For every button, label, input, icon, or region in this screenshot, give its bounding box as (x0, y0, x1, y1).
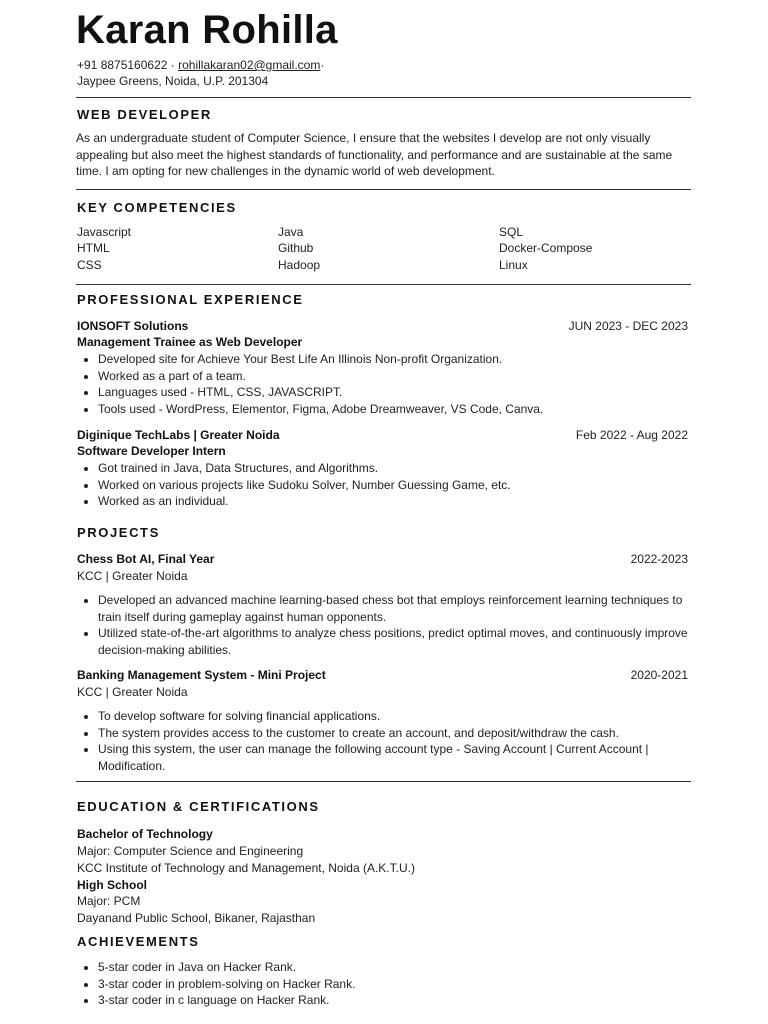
list-item: • Utilized state-of-the-art algorithms to analyze chess positions, predict optimal moves, and continuously improve decision-making abilities. (98, 625, 698, 658)
email-link[interactable]: rohillakaran02@gmail.com (178, 58, 321, 72)
section-heading-projects: PROJECTS (77, 525, 160, 540)
contact-line (77, 57, 324, 74)
divider (76, 781, 691, 782)
list-item: • Tools used - WordPress, Elementor, Figma, Adobe Dreamweaver, VS Code, Canva. (98, 401, 698, 418)
phone-number: +91 8875160622 (77, 58, 168, 72)
list-item: • Developed site for Achieve Your Best Life An Illinois Non-profit Organization. (98, 351, 698, 368)
list-item: • Languages used - HTML, CSS, JAVASCRIPT. (98, 384, 698, 401)
summary-text: As an undergraduate student of Computer Science, I ensure that the websites I develop are not only visually appealing but also meet the highest standards of functionality, and performance and are sustainable at the same time. I am opting for new challenges in the dynamic world of web development. (76, 131, 673, 178)
company-name: IONSOFT Solutions (77, 319, 189, 333)
skill-item: Hadoop (278, 258, 321, 272)
section-heading-experience: PROFESSIONAL EXPERIENCE (77, 292, 304, 307)
separator: · (320, 58, 325, 72)
degree-title: Bachelor of Technology (77, 827, 213, 841)
skill-item: Linux (499, 258, 528, 272)
skill-item: Github (278, 241, 314, 255)
project-title: Chess Bot AI, Final Year (77, 552, 215, 566)
job-role: Software Developer Intern (77, 444, 226, 458)
list-item: • 5-star coder in Java on Hacker Rank. (98, 959, 698, 976)
degree-major: Major: Computer Science and Engineering (77, 844, 304, 858)
list-item: • Worked as a part of a team. (98, 368, 698, 385)
project-dates: 2022-2023 (630, 552, 688, 566)
project-bullets (76, 708, 698, 774)
skill-item: Java (278, 225, 304, 239)
skill-item: SQL (499, 225, 524, 239)
list-item: • The system provides access to the customer to create an account, and deposit/withdraw the cash. (98, 725, 698, 742)
list-item: • Worked on various projects like Sudoku Solver, Number Guessing Game, etc. (98, 477, 698, 494)
list-item: • To develop software for solving financial applications. (98, 708, 698, 725)
list-item: • Worked as an individual. (98, 493, 698, 510)
section-heading-competencies: KEY COMPETENCIES (77, 200, 237, 215)
list-item: • Developed an advanced machine learning-based chess bot that employs reinforcement learning techniques to train itself during gameplay against human opponents. (98, 592, 698, 625)
section-heading-education: EDUCATION & CERTIFICATIONS (77, 799, 320, 814)
skill-item: HTML (77, 241, 110, 255)
candidate-name: Karan Rohilla (76, 8, 338, 52)
project-bullets (76, 592, 698, 658)
list-item: • 3-star coder in problem-solving on Hacker Rank. (98, 976, 698, 993)
skill-item: Javascript (77, 225, 132, 239)
divider (76, 97, 691, 98)
list-item: • 3-star coder in c language on Hacker Rank. (98, 992, 698, 1009)
address: Jaypee Greens, Noida, U.P. 201304 (77, 74, 269, 88)
divider (76, 284, 691, 285)
list-item: • Using this system, the user can manage the following account type - Saving Account | Current Account | Modification. (98, 741, 698, 774)
project-dates: 2020-2021 (630, 668, 688, 682)
divider (76, 189, 691, 190)
school-name: KCC Institute of Technology and Management, Noida (A.K.T.U.) (77, 861, 415, 875)
degree-major: Major: PCM (77, 894, 141, 908)
project-org: KCC | Greater Noida (77, 685, 188, 699)
section-heading-summary: WEB DEVELOPER (77, 107, 212, 122)
job-dates: JUN 2023 - DEC 2023 (568, 319, 688, 333)
section-heading-achievements: ACHIEVEMENTS (77, 934, 200, 949)
skill-item: Docker-Compose (499, 241, 593, 255)
project-title: Banking Management System - Mini Project (77, 668, 326, 682)
job-dates: Feb 2022 - Aug 2022 (575, 428, 688, 442)
degree-title: High School (77, 878, 147, 892)
list-item: • Got trained in Java, Data Structures, and Algorithms. (98, 460, 698, 477)
job-bullets (76, 460, 698, 510)
skill-item: CSS (77, 258, 102, 272)
job-bullets (76, 351, 698, 417)
project-org: KCC | Greater Noida (77, 569, 188, 583)
separator: · (167, 58, 179, 72)
job-role: Management Trainee as Web Developer (77, 335, 303, 349)
company-name: Diginique TechLabs | Greater Noida (77, 428, 280, 442)
achievement-list (76, 959, 698, 1009)
school-name: Dayanand Public School, Bikaner, Rajasthan (77, 911, 316, 925)
